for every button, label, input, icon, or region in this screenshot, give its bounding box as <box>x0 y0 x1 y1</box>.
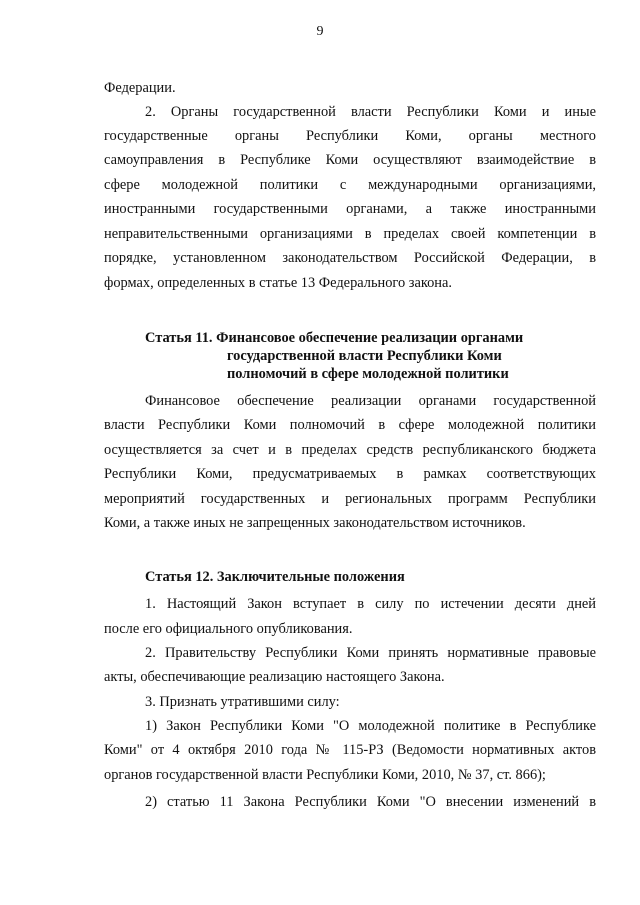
article-11-line: мероприятий государственных и региональных программ Республики <box>104 491 596 507</box>
article-11-line: власти Республики Коми полномочий в сфере молодежной политики <box>104 417 596 433</box>
article-11-line: Коми, а также иных не запрещенных законодательством источников. <box>104 515 526 531</box>
article-11-heading: Статья 11. Финансовое обеспечение реализации органами <box>145 330 524 346</box>
paragraph-line: 2. Органы государственной власти Республики Коми и иные <box>145 104 596 120</box>
article-12-line: 1. Настоящий Закон вступает в силу по истечении десяти дней <box>145 596 596 612</box>
article-11-line: Финансовое обеспечение реализации органами государственной <box>145 393 596 409</box>
article-11-heading-line: полномочий в сфере молодежной политики <box>227 366 509 382</box>
paragraph-line: сфере молодежной политики с международными организациями, <box>104 177 596 193</box>
paragraph-line: формах, определенных в статье 13 Федерального закона. <box>104 275 452 291</box>
paragraph-line: неправительственными организациями в пределах своей компетенции в <box>104 226 596 242</box>
article-12-line: органов государственной власти Республики Коми, 2010, № 37, ст. 866); <box>104 767 546 783</box>
article-12-heading: Статья 12. Заключительные положения <box>145 569 405 585</box>
paragraph-line: самоуправления в Республике Коми осуществляют взаимодействие в <box>104 152 596 168</box>
article-11-line: Республики Коми, предусматриваемых в рамках соответствующих <box>104 466 596 482</box>
paragraph-line: государственные органы Республики Коми, органы местного <box>104 128 596 144</box>
article-12-line: 1) Закон Республики Коми "О молодежной политике в Республике <box>145 718 596 734</box>
article-11-heading-line: государственной власти Республики Коми <box>227 348 502 364</box>
paragraph-line: Федерации. <box>104 80 176 96</box>
article-11-line: осуществляется за счет и в пределах средств республиканского бюджета <box>104 442 596 458</box>
article-12-line: акты, обеспечивающие реализацию настоящего Закона. <box>104 669 445 685</box>
paragraph-line: порядке, установленном законодательством Российской Федерации, в <box>104 250 596 266</box>
article-12-line: 2. Правительству Республики Коми принять нормативные правовые <box>145 645 596 661</box>
page-number: 9 <box>316 24 324 39</box>
article-12-line: Коми" от 4 октября 2010 года № 115-РЗ (Ведомости нормативных актов <box>104 742 596 758</box>
article-12-line: после его официального опубликования. <box>104 621 353 637</box>
article-12-line: 3. Признать утратившими силу: <box>145 694 340 710</box>
article-12-line: 2) статью 11 Закона Республики Коми "О внесении изменений в <box>145 794 596 810</box>
paragraph-line: иностранными государственными органами, а также иностранными <box>104 201 596 217</box>
